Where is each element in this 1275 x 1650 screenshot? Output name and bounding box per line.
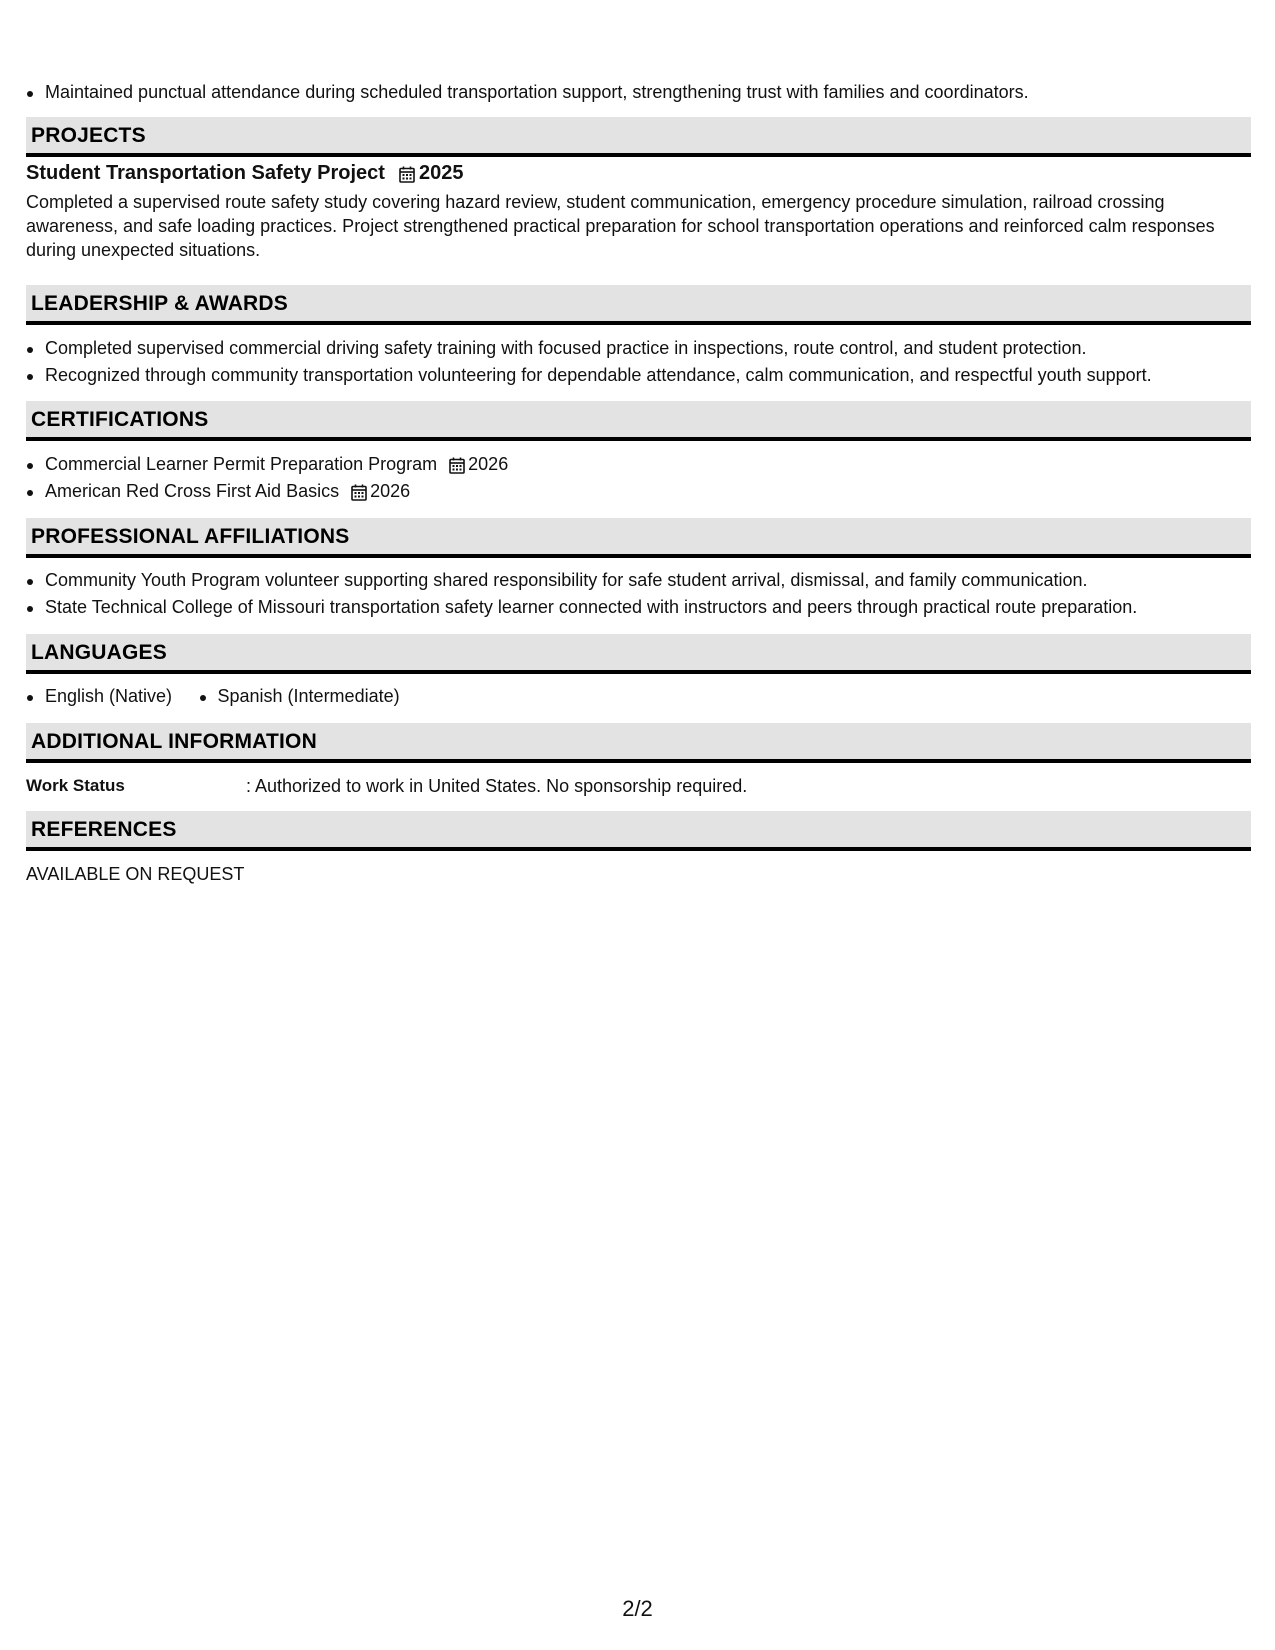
section-title: LEADERSHIP & AWARDS bbox=[31, 292, 288, 315]
section-header-certifications bbox=[26, 401, 1251, 441]
certification-year: 2026 bbox=[370, 481, 411, 501]
certifications-list bbox=[26, 451, 1251, 505]
list-item: Spanish (Intermediate) bbox=[199, 683, 400, 710]
references-text: AVAILABLE ON REQUEST bbox=[26, 864, 245, 884]
languages-list bbox=[26, 683, 1251, 710]
section-title: PROFESSIONAL AFFILIATIONS bbox=[31, 525, 350, 548]
list-item: Recognized through community transportation volunteering for dependable attendance, calm communication, and respectful youth support. bbox=[26, 362, 1251, 389]
certification-date bbox=[449, 451, 508, 478]
project-entry bbox=[26, 160, 1251, 262]
section-title: LANGUAGES bbox=[31, 641, 167, 664]
section-header-affiliations bbox=[26, 518, 1251, 558]
list-item: Community Youth Program volunteer supporting shared responsibility for safe student arrival, dismissal, and family communication. bbox=[26, 567, 1251, 594]
section-header-languages bbox=[26, 634, 1251, 674]
section-header-additional-information bbox=[26, 723, 1251, 763]
certification-date bbox=[351, 478, 410, 505]
work-status-label: Work Status bbox=[26, 776, 125, 795]
certification-name: American Red Cross First Aid Basics bbox=[45, 481, 340, 501]
section-title: ADDITIONAL INFORMATION bbox=[31, 730, 317, 753]
calendar-icon bbox=[399, 166, 413, 181]
certification-name: Commercial Learner Permit Preparation Program bbox=[45, 454, 438, 474]
section-title: PROJECTS bbox=[31, 124, 146, 147]
list-item bbox=[26, 478, 1251, 505]
section-title: CERTIFICATIONS bbox=[31, 408, 209, 431]
project-title: Student Transportation Safety Project bbox=[26, 162, 385, 184]
list-item: State Technical College of Missouri transportation safety learner connected with instructors and peers through practical route preparation. bbox=[26, 594, 1251, 621]
work-status-row bbox=[26, 774, 1251, 798]
page-number: 2/2 bbox=[622, 1596, 653, 1621]
calendar-icon bbox=[449, 457, 463, 472]
work-status-value: : Authorized to work in United States. No sponsorship required. bbox=[246, 776, 748, 796]
certification-year: 2026 bbox=[468, 454, 509, 474]
calendar-icon bbox=[351, 484, 365, 499]
project-year: 2025 bbox=[418, 162, 464, 184]
project-title-row bbox=[26, 160, 1251, 186]
list-item: English (Native) bbox=[26, 683, 172, 710]
list-item: Completed supervised commercial driving safety training with focused practice in inspections, route control, and student protection. bbox=[26, 335, 1251, 362]
list-item bbox=[26, 451, 1251, 478]
project-date bbox=[399, 160, 464, 186]
affiliations-list bbox=[26, 567, 1251, 621]
section-header-references bbox=[26, 811, 1251, 851]
experience-continued-list bbox=[26, 79, 1251, 106]
section-title: REFERENCES bbox=[31, 818, 177, 841]
project-description: Completed a supervised route safety study covering hazard review, student communication, emergency procedure simulation, railroad crossing awareness, and safe loading practices. Project strengthened practical preparation for school transportation operations and reinforced calm responses during unexpected situations. bbox=[26, 192, 1215, 260]
list-item: Maintained punctual attendance during scheduled transportation support, strengthening trust with families and coordinators. bbox=[26, 79, 1251, 106]
section-header-projects bbox=[26, 117, 1251, 157]
section-header-leadership bbox=[26, 285, 1251, 325]
leadership-list bbox=[26, 335, 1251, 389]
